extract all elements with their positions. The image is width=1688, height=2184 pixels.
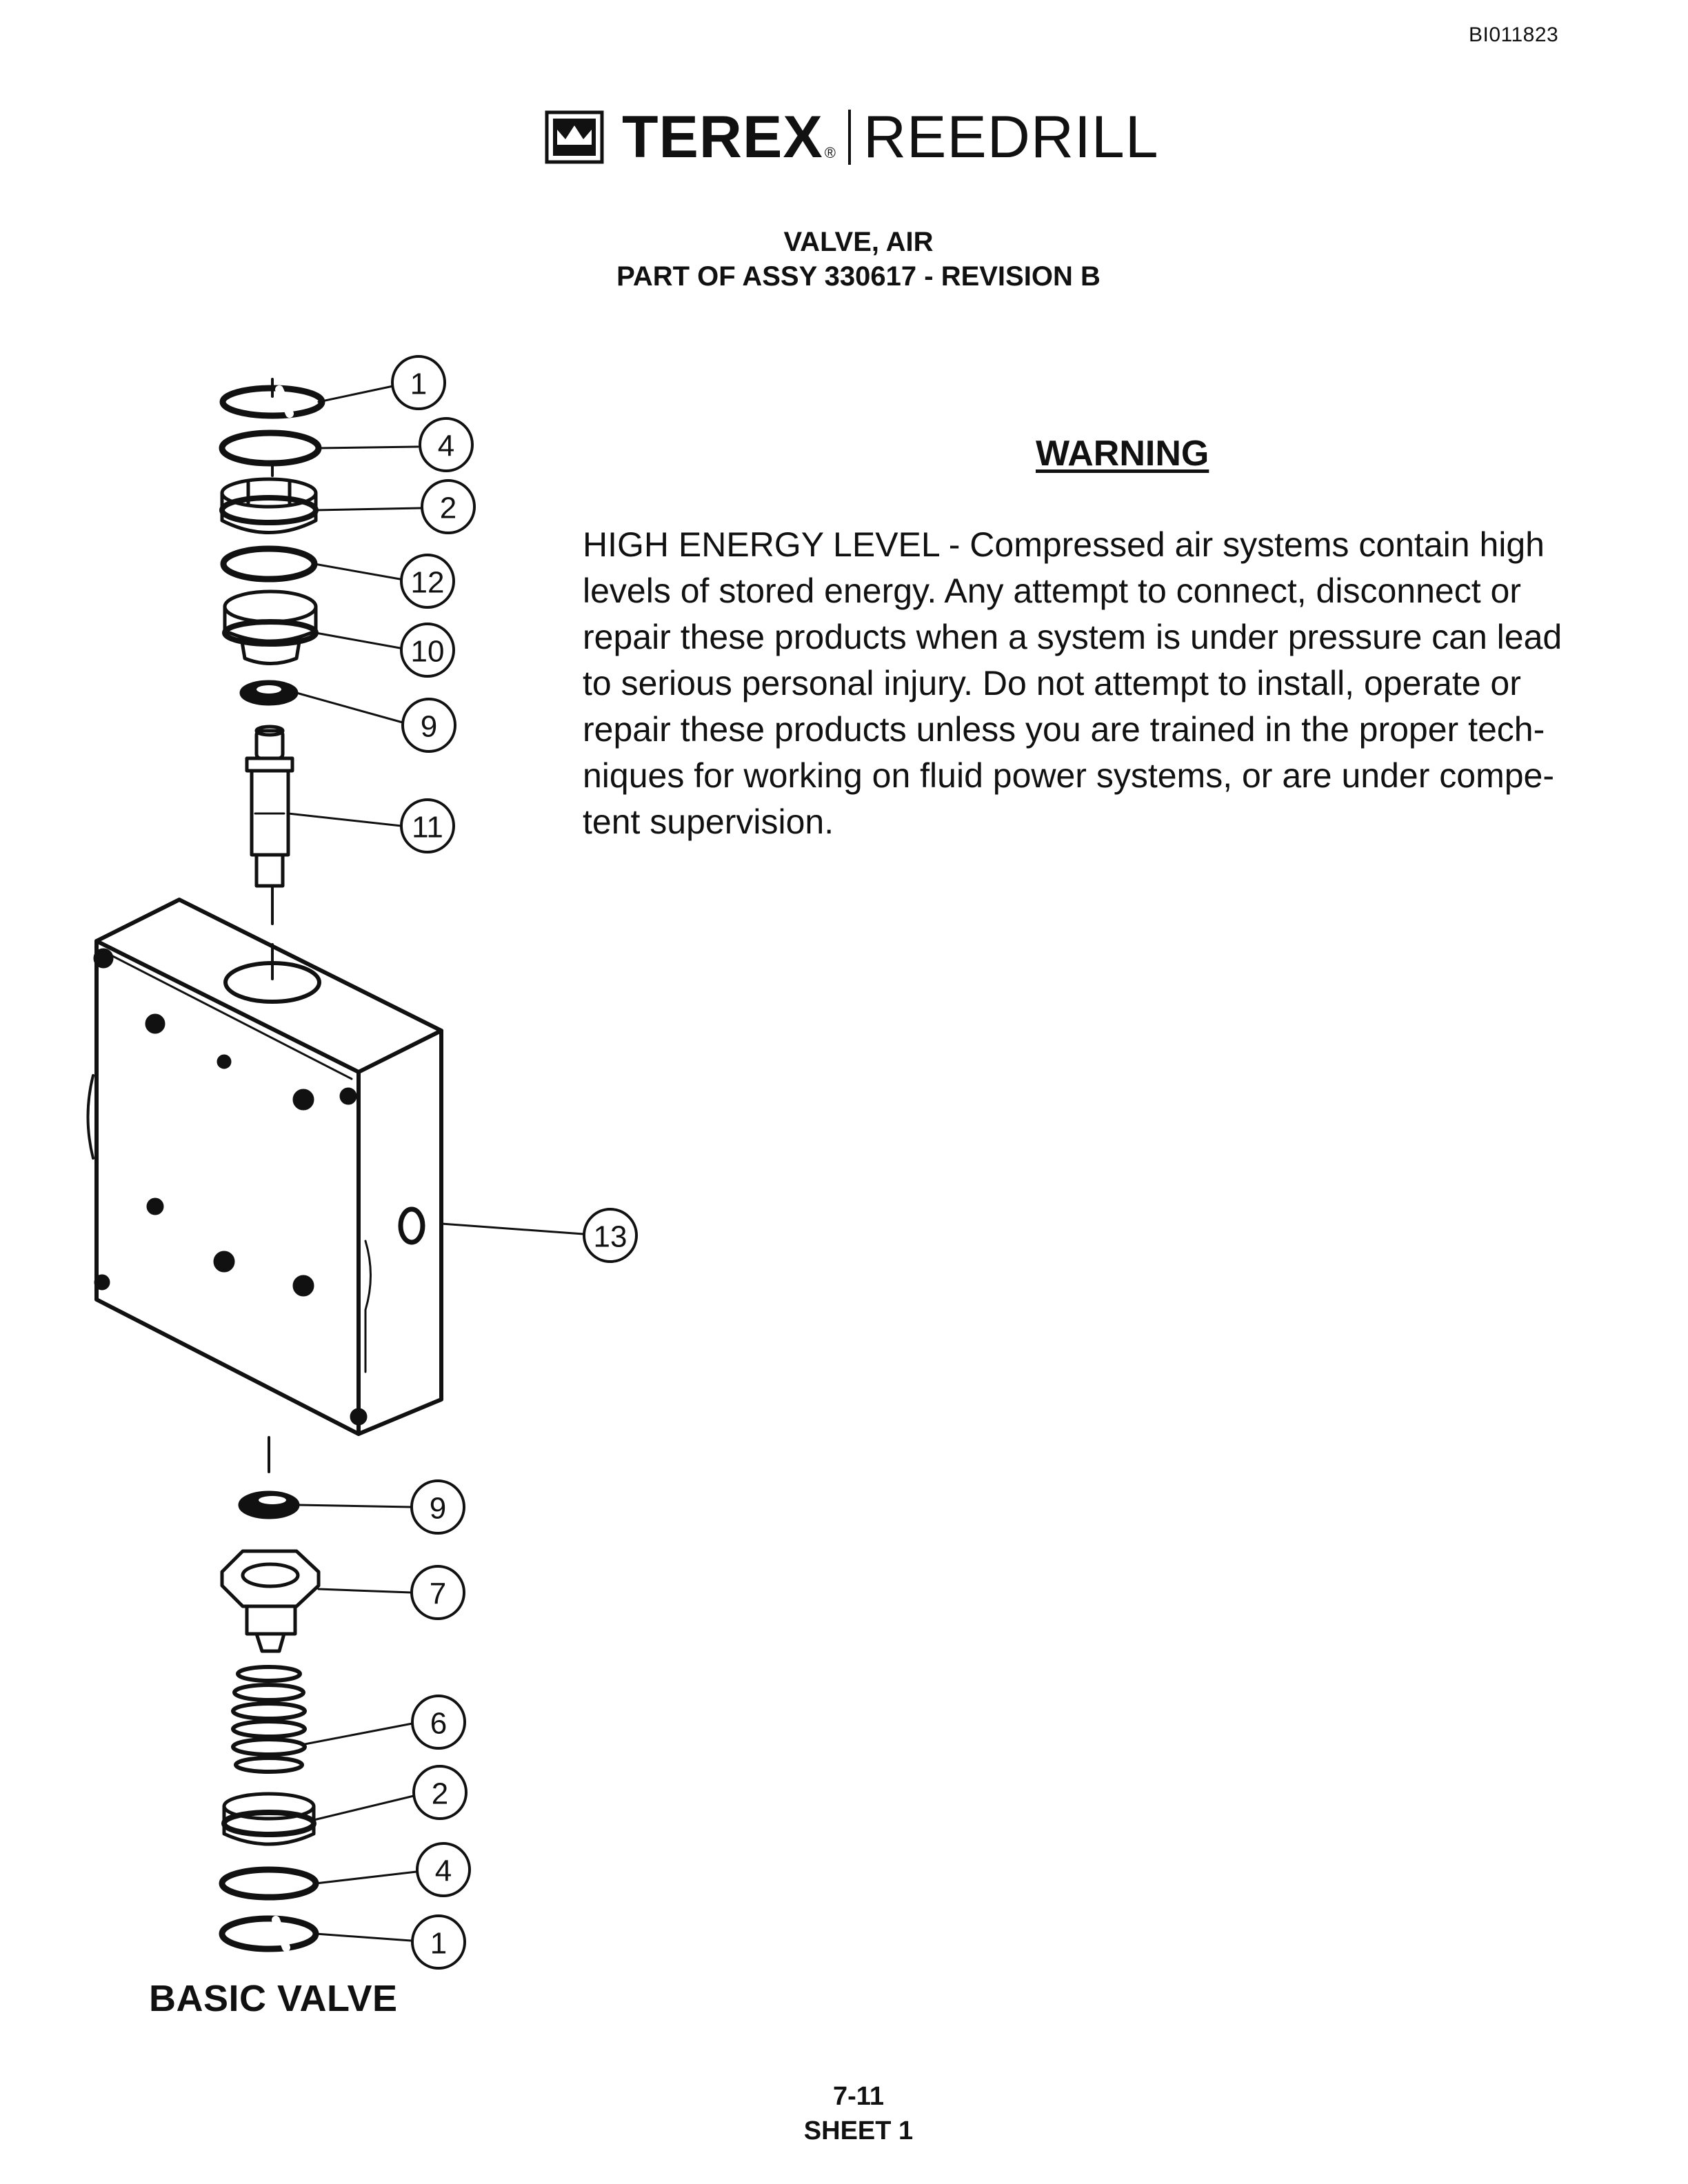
o-ring-part-4	[222, 433, 319, 463]
callout-label: 1	[430, 1926, 448, 1961]
logo-divider	[848, 110, 851, 165]
callout-label: 12	[410, 565, 445, 600]
logo-brand-terex: TEREX	[622, 104, 823, 170]
warning-line: to serious personal injury. Do not attempt to install, operate or	[583, 664, 1521, 702]
seal-part-9	[241, 682, 297, 704]
terex-crown-logo-icon	[545, 110, 604, 164]
callout-label: 13	[593, 1220, 627, 1254]
warning-line: niques for working on fluid power systems, or are under compe-	[583, 756, 1554, 795]
callout-label: 11	[412, 810, 443, 845]
piston-seal-part-2-lower	[224, 1794, 314, 1844]
warning-line: levels of stored energy. Any attempt to connect, disconnect or	[583, 572, 1521, 610]
hex-retainer-part-7	[222, 1551, 319, 1651]
piston-seal-part-2	[222, 479, 316, 533]
diagram-caption: BASIC VALVE	[149, 1978, 398, 2019]
callout-label: 7	[429, 1577, 447, 1611]
o-ring-part-4-lower	[222, 1870, 316, 1897]
warning-line: repair these products when a system is under pressure can lead	[583, 618, 1563, 656]
title-line-1: VALVE, AIR	[783, 227, 934, 257]
spring-part-6	[233, 1667, 305, 1772]
title-line-2: PART OF ASSY 330617 - REVISION B	[616, 261, 1101, 292]
registered-mark: ®	[824, 144, 836, 161]
warning-heading: WARNING	[1036, 434, 1209, 474]
callout-label: 9	[420, 709, 438, 744]
callout-label: 6	[430, 1706, 448, 1741]
center-axis	[269, 379, 272, 1472]
o-ring-part-12	[223, 549, 314, 579]
terex-reedrill-logo	[545, 104, 1159, 170]
callout-label: 2	[431, 1777, 449, 1811]
callout-label: 4	[437, 429, 455, 463]
warning-line: tent supervision.	[583, 802, 834, 841]
plug-part-10	[225, 592, 316, 664]
page-footer	[0, 2079, 1688, 2148]
document-id: BI011823	[1469, 23, 1559, 46]
valve-body-part-13	[88, 900, 442, 1434]
warning-text	[583, 522, 1658, 845]
callout-label: 10	[410, 634, 445, 669]
document-title	[0, 225, 1688, 294]
snap-ring-part-1-lower	[222, 1919, 316, 1949]
callout-label: 4	[434, 1854, 452, 1888]
callout-label: 9	[429, 1491, 447, 1526]
page-number: 7-11	[833, 2082, 884, 2111]
exploded-valve-diagram	[0, 331, 676, 2027]
callout-label: 1	[410, 367, 428, 401]
warning-line: repair these products unless you are trained in the proper tech-	[583, 710, 1545, 749]
sheet-label: SHEET 1	[803, 2116, 914, 2145]
seal-part-9-lower	[240, 1493, 298, 1517]
callout-label: 2	[439, 491, 457, 525]
logo-product-line: REEDRILL	[863, 104, 1159, 170]
warning-line: HIGH ENERGY LEVEL - Compressed air systems contain high	[583, 525, 1545, 564]
spool-part-11	[247, 727, 292, 886]
